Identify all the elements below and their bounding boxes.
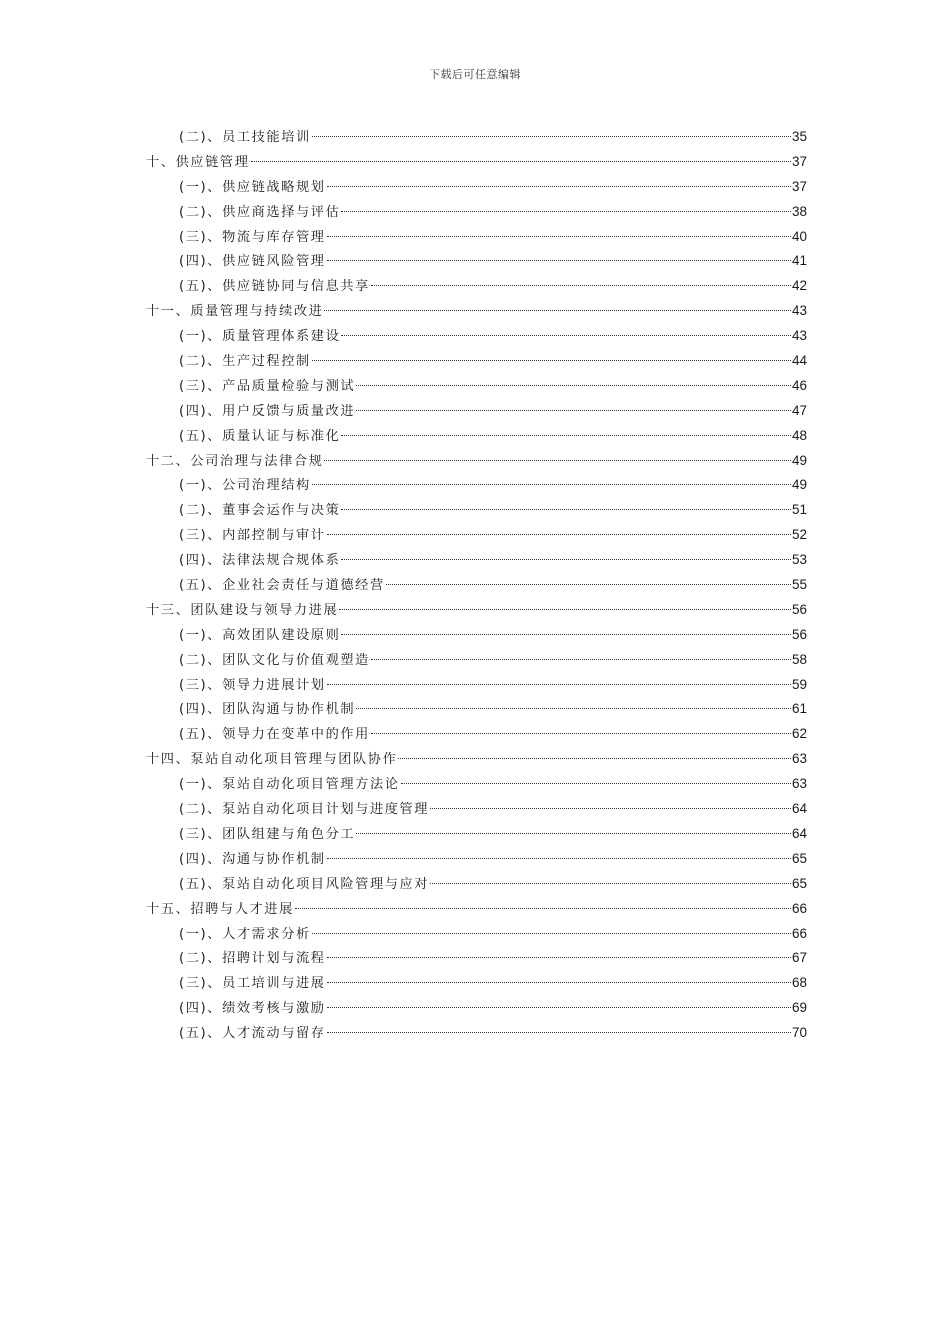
toc-page-number: 61 [791,701,807,717]
toc-dot-leader [356,385,791,386]
toc-entry-title: (二)、泵站自动化项目计划与进度管理 [179,802,430,818]
toc-entry-title: (四)、供应链风险管理 [179,254,326,270]
toc-dot-leader [327,957,791,958]
toc-page-number: 64 [791,825,807,841]
toc-dot-leader [327,858,791,859]
toc-section-entry[interactable] [146,996,807,1021]
toc-entry-title: (四)、团队沟通与协作机制 [179,702,356,718]
toc-page-number: 37 [791,153,807,169]
toc-section-entry[interactable] [146,473,807,498]
toc-entry-title: (三)、内部控制与审计 [179,528,326,544]
toc-section-entry[interactable] [146,125,807,150]
toc-section-entry[interactable] [146,324,807,349]
toc-section-entry[interactable] [146,349,807,374]
toc-entry-title: (二)、招聘计划与流程 [179,951,326,967]
toc-page-number: 59 [791,676,807,692]
toc-section-entry[interactable] [146,971,807,996]
page-header: 下载后可任意编辑 [429,68,521,81]
toc-dot-leader [327,534,791,535]
toc-chapter-entry[interactable] [146,299,807,324]
toc-dot-leader [386,584,791,585]
toc-dot-leader [371,659,791,660]
toc-entry-title: (三)、团队组建与角色分工 [179,826,356,842]
toc-dot-leader [341,435,791,436]
toc-section-entry[interactable] [146,623,807,648]
toc-section-entry[interactable] [146,175,807,200]
toc-entry-title: 十、供应链管理 [146,154,250,170]
toc-page-number: 35 [791,129,807,144]
toc-section-entry[interactable] [146,922,807,947]
toc-section-entry[interactable] [146,225,807,250]
toc-page-number: 51 [791,502,807,518]
toc-dot-leader [398,758,791,759]
toc-section-entry[interactable] [146,249,807,274]
toc-dot-leader [327,186,791,187]
toc-section-entry[interactable] [146,548,807,573]
toc-page-number: 66 [791,900,807,916]
toc-dot-leader [430,808,791,809]
toc-page-number: 43 [791,303,807,319]
toc-dot-leader [401,783,791,784]
toc-page-number: 53 [791,552,807,568]
toc-dot-leader [341,335,791,336]
toc-section-entry[interactable] [146,648,807,673]
toc-entry-title: (二)、生产过程控制 [179,354,311,370]
toc-dot-leader [341,509,791,510]
toc-section-entry[interactable] [146,722,807,747]
toc-entry-title: (四)、绩效考核与激励 [179,1001,326,1017]
toc-dot-leader [327,684,791,685]
toc-entry-title: (三)、物流与库存管理 [179,229,326,245]
toc-dot-leader [356,708,791,709]
toc-entry-title: (三)、产品质量检验与测试 [179,378,356,394]
toc-section-entry[interactable] [146,274,807,299]
toc-page-number: 52 [791,527,807,543]
toc-page-number: 66 [791,925,807,941]
toc-page-number: 48 [791,427,807,443]
toc-entry-title: (二)、员工技能培训 [179,130,311,145]
toc-chapter-entry[interactable] [146,598,807,623]
toc-chapter-entry[interactable] [146,150,807,175]
toc-page-number: 70 [791,1025,807,1041]
toc-entry-title: (一)、公司治理结构 [179,478,311,494]
toc-section-entry[interactable] [146,797,807,822]
toc-section-entry[interactable] [146,872,807,897]
toc-section-entry[interactable] [146,673,807,698]
toc-section-entry[interactable] [146,498,807,523]
toc-page-number: 64 [791,801,807,817]
toc-page-number: 40 [791,228,807,244]
toc-page-number: 63 [791,776,807,792]
toc-page-number: 43 [791,328,807,344]
toc-page-number: 65 [791,875,807,891]
toc-entry-title: 十四、泵站自动化项目管理与团队协作 [146,752,398,768]
toc-dot-leader [341,559,791,560]
toc-dot-leader [327,260,791,261]
toc-entry-title: (四)、法律法规合规体系 [179,553,341,569]
toc-dot-leader [371,733,791,734]
toc-chapter-entry[interactable] [146,897,807,922]
toc-entry-title: (五)、企业社会责任与道德经营 [179,578,385,594]
toc-section-entry[interactable] [146,772,807,797]
toc-dot-leader [327,236,791,237]
toc-page-number: 49 [791,452,807,468]
toc-section-entry[interactable] [146,697,807,722]
toc-section-entry[interactable] [146,399,807,424]
toc-section-entry[interactable] [146,946,807,971]
toc-page-number: 69 [791,1000,807,1016]
toc-entry-title: (五)、质量认证与标准化 [179,428,341,444]
toc-dot-leader [371,285,791,286]
toc-dot-leader [312,360,791,361]
toc-chapter-entry[interactable] [146,449,807,474]
toc-section-entry[interactable] [146,374,807,399]
toc-dot-leader [312,136,791,137]
toc-entry-title: (二)、团队文化与价值观塑造 [179,652,370,668]
toc-chapter-entry[interactable] [146,747,807,772]
toc-dot-leader [312,933,791,934]
toc-page-number: 42 [791,278,807,294]
toc-dot-leader [324,310,791,311]
toc-section-entry[interactable] [146,424,807,449]
toc-dot-leader [356,833,791,834]
toc-page-number: 47 [791,402,807,418]
toc-entry-title: (五)、供应链协同与信息共享 [179,279,370,295]
toc-entry-title: (三)、员工培训与进展 [179,976,326,992]
toc-page-number: 65 [791,850,807,866]
toc-dot-leader [430,883,791,884]
toc-section-entry[interactable] [146,1021,807,1046]
toc-page-number: 38 [791,203,807,219]
toc-page-number: 46 [791,377,807,393]
toc-section-entry[interactable] [146,573,807,598]
toc-page-number: 56 [791,601,807,617]
toc-section-entry[interactable] [146,200,807,225]
toc-page-number: 68 [791,975,807,991]
toc-entry-title: 十五、招聘与人才进展 [146,901,294,917]
toc-dot-leader [312,484,791,485]
toc-section-entry[interactable] [146,822,807,847]
table-of-contents [146,125,807,1046]
toc-dot-leader [251,161,791,162]
toc-dot-leader [327,982,791,983]
toc-entry-title: (一)、泵站自动化项目管理方法论 [179,777,400,793]
toc-entry-title: (四)、用户反馈与质量改进 [179,403,356,419]
toc-page-number: 63 [791,751,807,767]
toc-entry-title: (四)、沟通与协作机制 [179,851,326,867]
toc-entry-title: (二)、供应商选择与评估 [179,204,341,220]
toc-entry-title: (三)、领导力进展计划 [179,677,326,693]
toc-dot-leader [339,609,791,610]
toc-page-number: 55 [791,577,807,593]
toc-dot-leader [341,634,791,635]
toc-page-number: 56 [791,626,807,642]
toc-entry-title: (二)、董事会运作与决策 [179,503,341,519]
toc-page-number: 37 [791,178,807,194]
toc-entry-title: (五)、领导力在变革中的作用 [179,727,370,743]
toc-dot-leader [327,1032,791,1033]
toc-entry-title: (五)、泵站自动化项目风险管理与应对 [179,876,430,892]
toc-entry-title: (一)、高效团队建设原则 [179,627,341,643]
toc-dot-leader [327,1007,791,1008]
toc-section-entry[interactable] [146,523,807,548]
toc-page-number: 62 [791,726,807,742]
toc-entry-title: (一)、供应链战略规划 [179,179,326,195]
toc-page-number: 58 [791,651,807,667]
toc-page-number: 44 [791,353,807,369]
toc-section-entry[interactable] [146,847,807,872]
toc-page-number: 41 [791,253,807,269]
toc-entry-title: 十一、质量管理与持续改进 [146,304,324,320]
toc-entry-title: 十二、公司治理与法律合规 [146,453,324,469]
toc-entry-title: 十三、团队建设与领导力进展 [146,602,339,618]
toc-dot-leader [295,908,791,909]
toc-page-number: 67 [791,950,807,966]
toc-entry-title: (一)、人才需求分析 [179,926,311,942]
toc-entry-title: (一)、质量管理体系建设 [179,329,341,345]
toc-dot-leader [356,410,791,411]
toc-dot-leader [324,460,791,461]
toc-entry-title: (五)、人才流动与留存 [179,1026,326,1042]
toc-page-number: 49 [791,477,807,493]
toc-dot-leader [341,211,791,212]
